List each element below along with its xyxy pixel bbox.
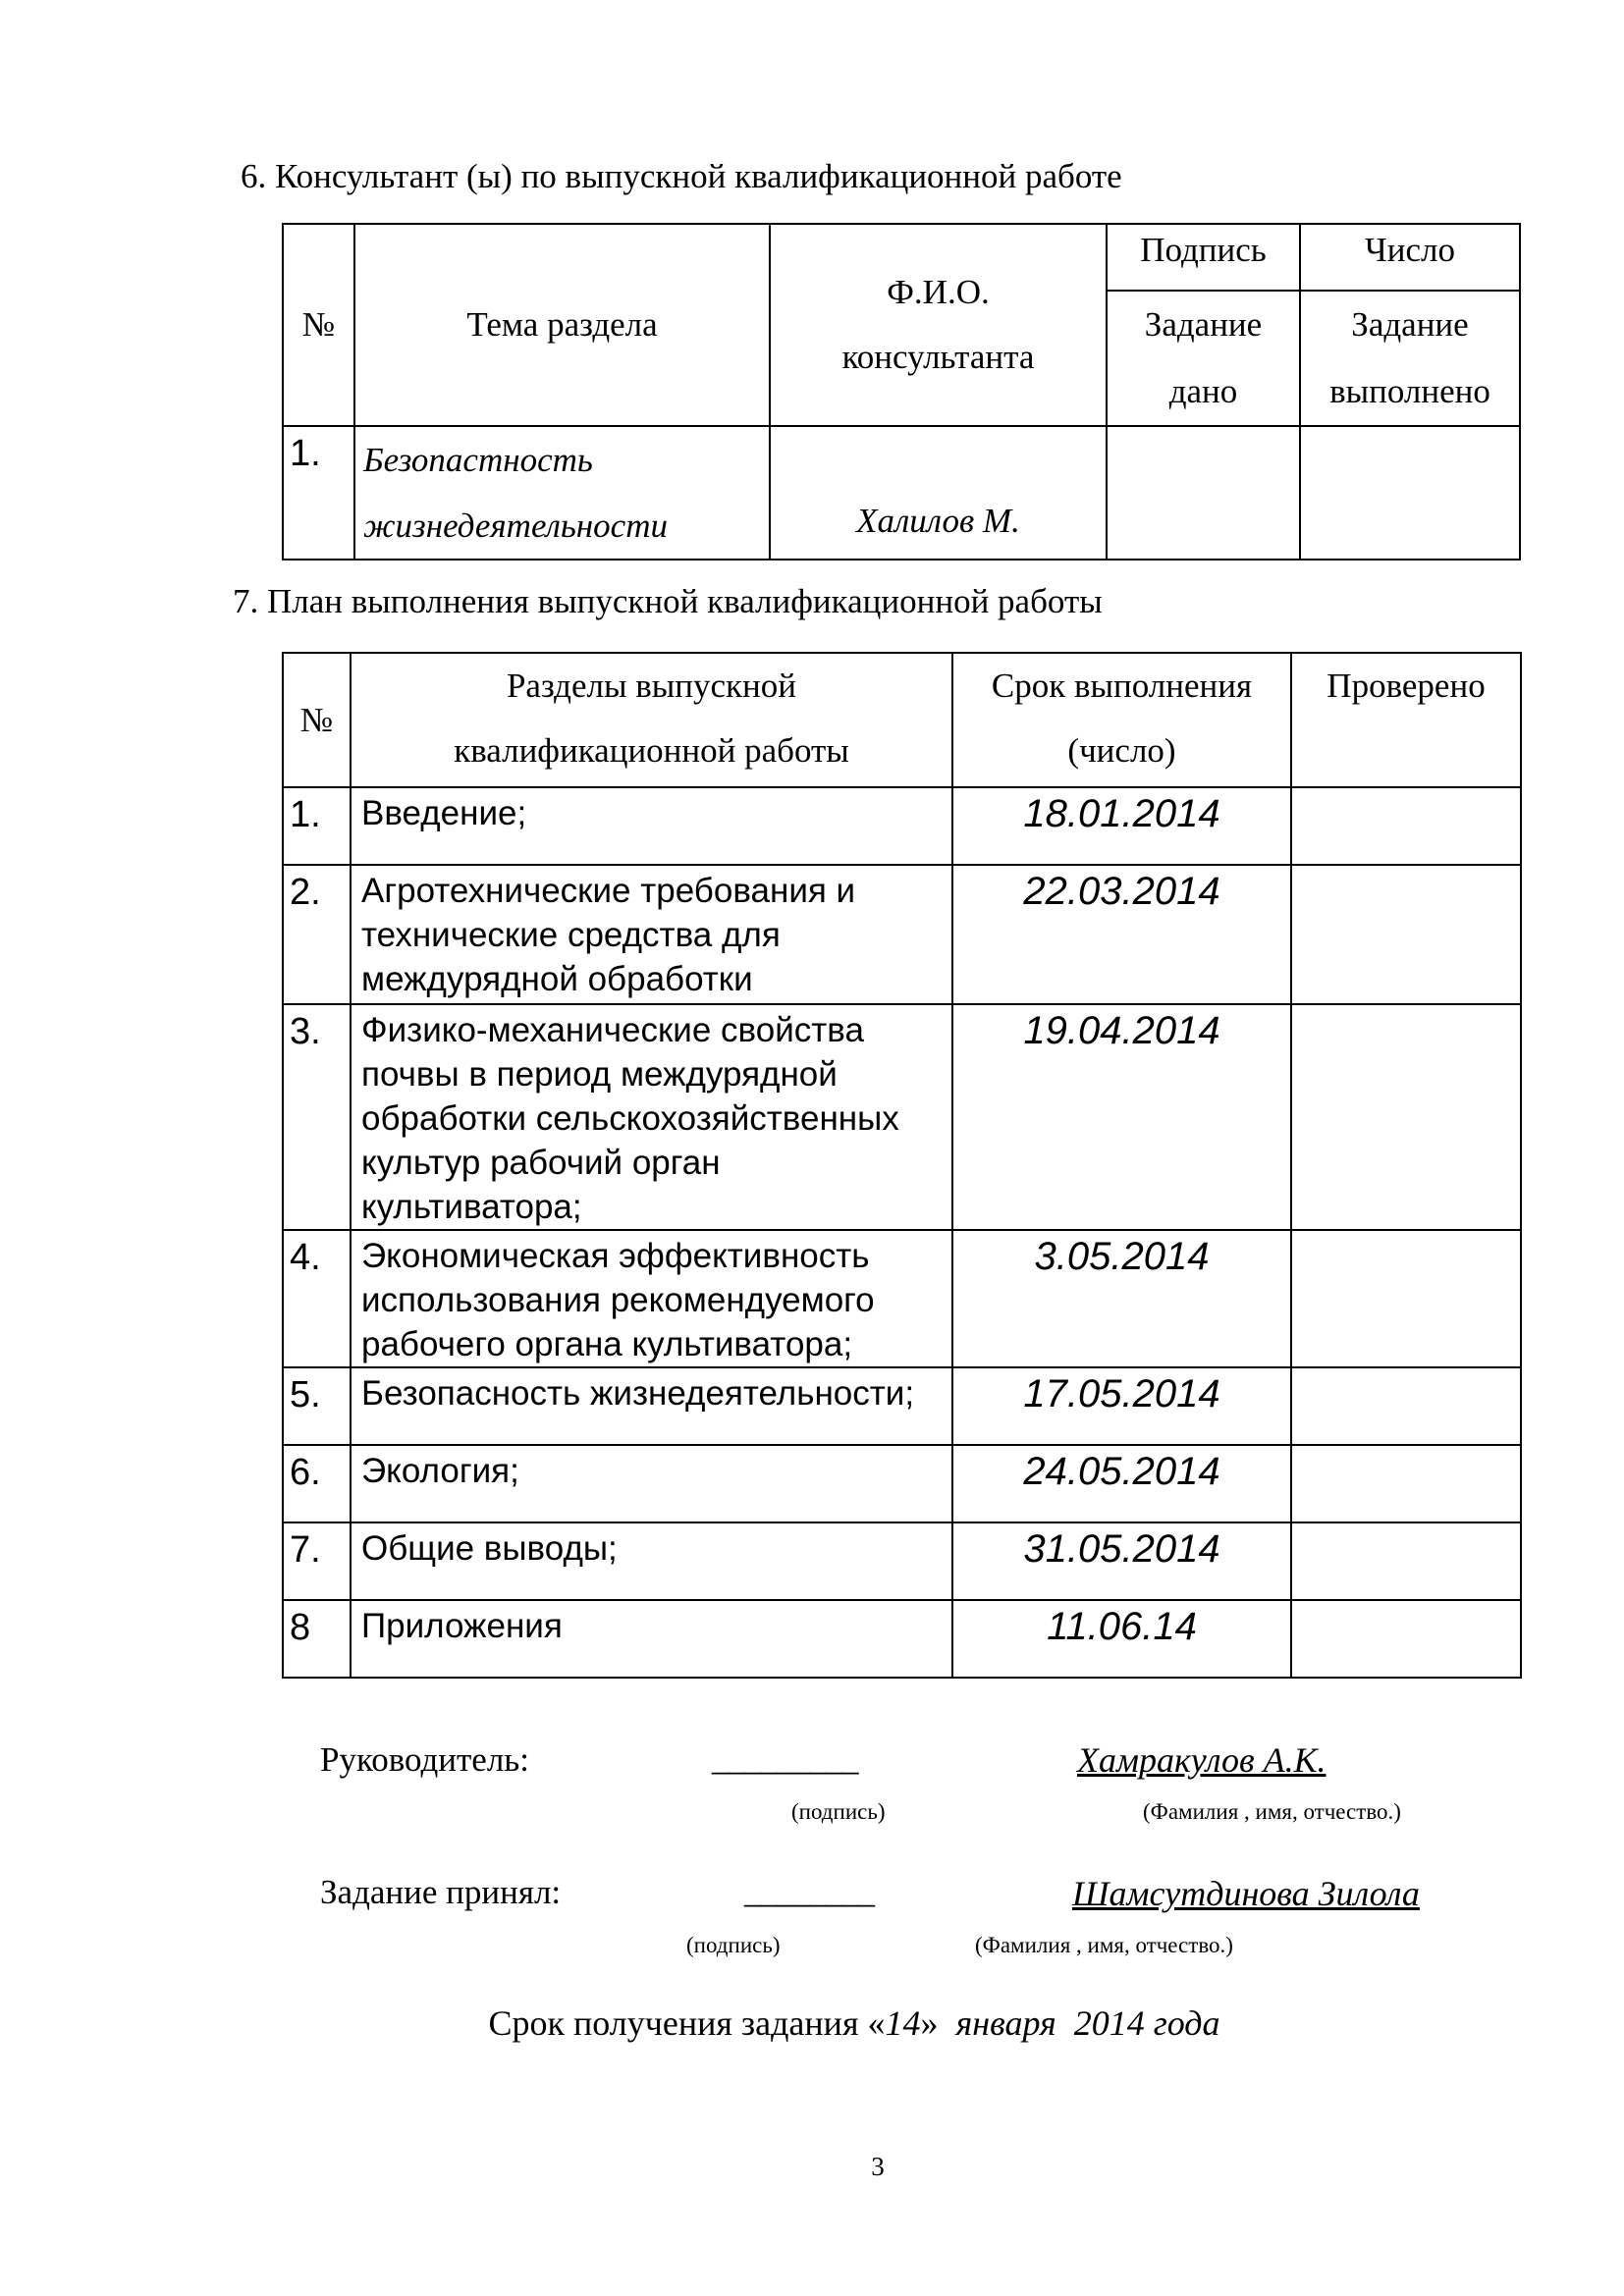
plan-row-checked xyxy=(1291,787,1521,865)
col-done-header xyxy=(1300,291,1520,426)
plan-row-num: 1. xyxy=(283,787,351,865)
plan-row-num: 3. xyxy=(283,1004,351,1230)
deadline-line xyxy=(0,2002,1624,2044)
table-row xyxy=(283,1600,1521,1678)
plan-row-section: Экология; xyxy=(351,1445,952,1522)
row-num: 1. xyxy=(283,426,354,560)
plan-row-checked xyxy=(1291,1445,1521,1522)
plan-row-section: Экономическая эффективность использования рекомендуемого рабочего органа культиватора; xyxy=(351,1230,952,1367)
table-row xyxy=(283,1445,1521,1522)
row-topic xyxy=(354,426,770,560)
plan-row-section: Введение; xyxy=(351,787,952,865)
plan-row-date: 22.03.2014 xyxy=(952,865,1291,1004)
deadline-suffix: » xyxy=(920,2003,956,2043)
plan-row-section: Физико-механические свойства почвы в период междурядной обработки сельскохозяйственных культур рабочий орган культиватора; xyxy=(351,1004,952,1230)
supervisor-sign-caption: (подпись) xyxy=(791,1799,886,1824)
plan-col-checked-header: Проверено xyxy=(1291,653,1521,787)
supervisor-label: Руководитель: xyxy=(320,1740,529,1779)
supervisor-name-caption: (Фамилия , имя, отчество.) xyxy=(1143,1799,1401,1824)
section6-title: 6. Консультант (ы) по выпускной квалификационной работе xyxy=(241,157,1122,195)
page-number: 3 xyxy=(871,2152,885,2181)
plan-col-sections-line1: Разделы выпускной xyxy=(506,667,797,705)
plan-row-section: Безопасность жизнедеятельности; xyxy=(351,1367,952,1445)
plan-col-deadline-header xyxy=(952,653,1291,787)
plan-row-checked xyxy=(1291,1004,1521,1230)
plan-row-date: 24.05.2014 xyxy=(952,1445,1291,1522)
col-date-header: Число xyxy=(1300,224,1520,291)
row-topic-line1: Безопастность xyxy=(363,441,593,479)
plan-row-num: 4. xyxy=(283,1230,351,1367)
col-num-header: № xyxy=(283,224,354,426)
supervisor-signature-line: _________ xyxy=(712,1739,858,1778)
row-done xyxy=(1300,426,1520,560)
table-row xyxy=(283,865,1521,1004)
plan-row-section: Агротехнические требования и технические средства для междурядной обработки xyxy=(351,865,952,1004)
deadline-day: 14 xyxy=(885,2003,921,2043)
plan-row-section: Общие выводы; xyxy=(351,1522,952,1600)
consultants-table xyxy=(282,223,1521,561)
col-signature-header: Подпись xyxy=(1107,224,1300,291)
row-given xyxy=(1107,426,1300,560)
table-row xyxy=(283,1367,1521,1445)
plan-row-date: 3.05.2014 xyxy=(952,1230,1291,1367)
table-row xyxy=(283,426,1520,560)
plan-col-sections-line2: квалификационной работы xyxy=(454,731,849,770)
table-row xyxy=(283,1004,1521,1230)
plan-row-checked xyxy=(1291,1367,1521,1445)
plan-row-section: Приложения xyxy=(351,1600,952,1678)
plan-row-num: 5. xyxy=(283,1367,351,1445)
col-done-line1: Задание xyxy=(1351,305,1469,344)
plan-table xyxy=(282,652,1522,1679)
plan-row-date: 11.06.14 xyxy=(952,1600,1291,1678)
deadline-prefix: Срок получения задания « xyxy=(488,2003,886,2043)
row-consultant: Халилов М. xyxy=(770,426,1107,560)
col-given-header xyxy=(1107,291,1300,426)
col-topic-header: Тема раздела xyxy=(354,224,770,426)
plan-row-checked xyxy=(1291,1522,1521,1600)
plan-row-num: 8 xyxy=(283,1600,351,1678)
plan-row-num: 6. xyxy=(283,1445,351,1522)
table-row xyxy=(283,1230,1521,1367)
plan-col-sections-header xyxy=(351,653,952,787)
col-fio-line1: Ф.И.О. xyxy=(887,273,990,311)
col-fio-header xyxy=(770,224,1107,426)
col-given-line2: дано xyxy=(1168,372,1238,410)
col-given-line1: Задание xyxy=(1144,305,1263,344)
plan-row-date: 17.05.2014 xyxy=(952,1367,1291,1445)
col-fio-line2: консультанта xyxy=(841,338,1035,376)
plan-row-date: 19.04.2014 xyxy=(952,1004,1291,1230)
col-done-line2: выполнено xyxy=(1329,372,1490,410)
plan-row-checked xyxy=(1291,1230,1521,1367)
accepted-sign-caption: (подпись) xyxy=(686,1933,781,1957)
deadline-month-year: января 2014 года xyxy=(955,2003,1220,2043)
accepted-label: Задание принял: xyxy=(320,1873,562,1911)
accepted-name: Шамсутдинова Зилола xyxy=(1072,1874,1420,1913)
row-topic-line2: жизнедеятельности xyxy=(363,507,668,545)
plan-row-num: 2. xyxy=(283,865,351,1004)
plan-row-num: 7. xyxy=(283,1522,351,1600)
table-row xyxy=(283,787,1521,865)
accepted-signature-line: ________ xyxy=(744,1872,874,1910)
plan-row-checked xyxy=(1291,865,1521,1004)
section7-title: 7. План выполнения выпускной квалификационной работы xyxy=(233,582,1103,620)
table-row xyxy=(283,1522,1521,1600)
plan-row-date: 18.01.2014 xyxy=(952,787,1291,865)
accepted-name-caption: (Фамилия , имя, отчество.) xyxy=(975,1933,1233,1957)
supervisor-name: Хамракулов А.К. xyxy=(1077,1740,1326,1780)
plan-col-deadline-line2: (число) xyxy=(1067,731,1176,770)
plan-row-checked xyxy=(1291,1600,1521,1678)
plan-row-date: 31.05.2014 xyxy=(952,1522,1291,1600)
plan-col-deadline-line1: Срок выполнения xyxy=(991,667,1253,705)
plan-col-num-header: № xyxy=(283,653,351,787)
